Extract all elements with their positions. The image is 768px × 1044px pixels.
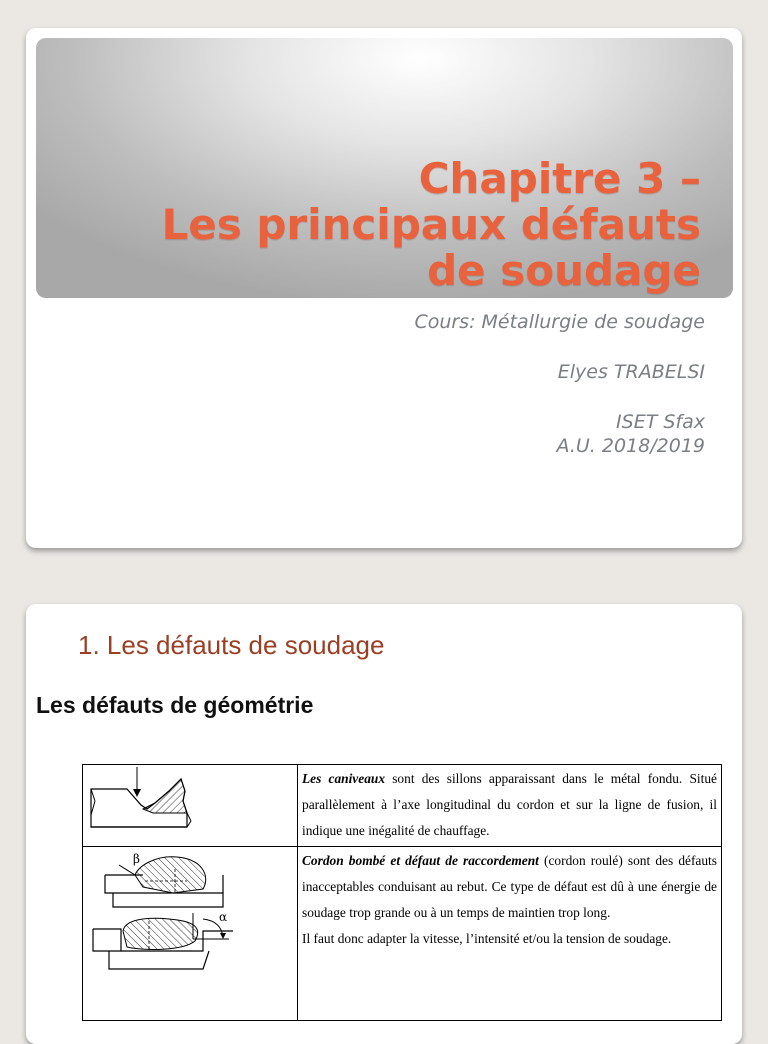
- defects-table: [82, 764, 722, 1021]
- author-name: Elyes TRABELSI: [557, 361, 705, 383]
- overlap-figure: [83, 847, 297, 977]
- defect-term: Cordon bombé et défaut de raccordement: [302, 853, 539, 868]
- course-name: Cours: Métallurgie de soudage: [414, 311, 705, 333]
- figure-cell: [83, 847, 298, 1021]
- title-line-3: de soudage: [427, 246, 701, 295]
- subsection-title: Les défauts de géométrie: [36, 692, 314, 718]
- defect-term: Les caniveaux: [302, 771, 386, 786]
- defect-description: sont des sillons apparaissant dans le métal fondu. Situé parallèlement à l’axe longitudinal du cordon et sur la ligne de fusion, il indique une inégalité de chauffage.: [302, 771, 717, 838]
- academic-year: A.U. 2018/2019: [556, 435, 705, 457]
- section-title: 1. Les défauts de soudage: [78, 630, 385, 660]
- undercut-figure: [83, 765, 297, 837]
- alpha-label: α: [219, 910, 228, 924]
- beta-label: β: [133, 852, 140, 866]
- title-slide: [26, 28, 742, 548]
- defect-remedy: Il faut donc adapter la vitesse, l’intensité et/ou la tension de soudage.: [302, 931, 672, 946]
- table-row: [83, 765, 722, 847]
- title-line-2: Les principaux défauts: [161, 200, 701, 249]
- description-cell: [298, 847, 722, 1021]
- title-line-1: Chapitre 3 –: [418, 154, 701, 203]
- table-row: [83, 847, 722, 1021]
- defect-description: (cordon roulé) sont des défauts inacceptables conduisant au rebut. Ce type de défaut est dû à une énergie de soudage trop grande ou à un temps de maintien trop long.: [302, 853, 717, 920]
- institution-name: ISET Sfax: [616, 411, 705, 433]
- slide-title: [162, 156, 701, 294]
- title-band: [36, 38, 733, 298]
- slide-subtitle: [414, 310, 705, 458]
- description-cell: [298, 765, 722, 847]
- content-slide: [26, 604, 742, 1044]
- figure-cell: [83, 765, 298, 847]
